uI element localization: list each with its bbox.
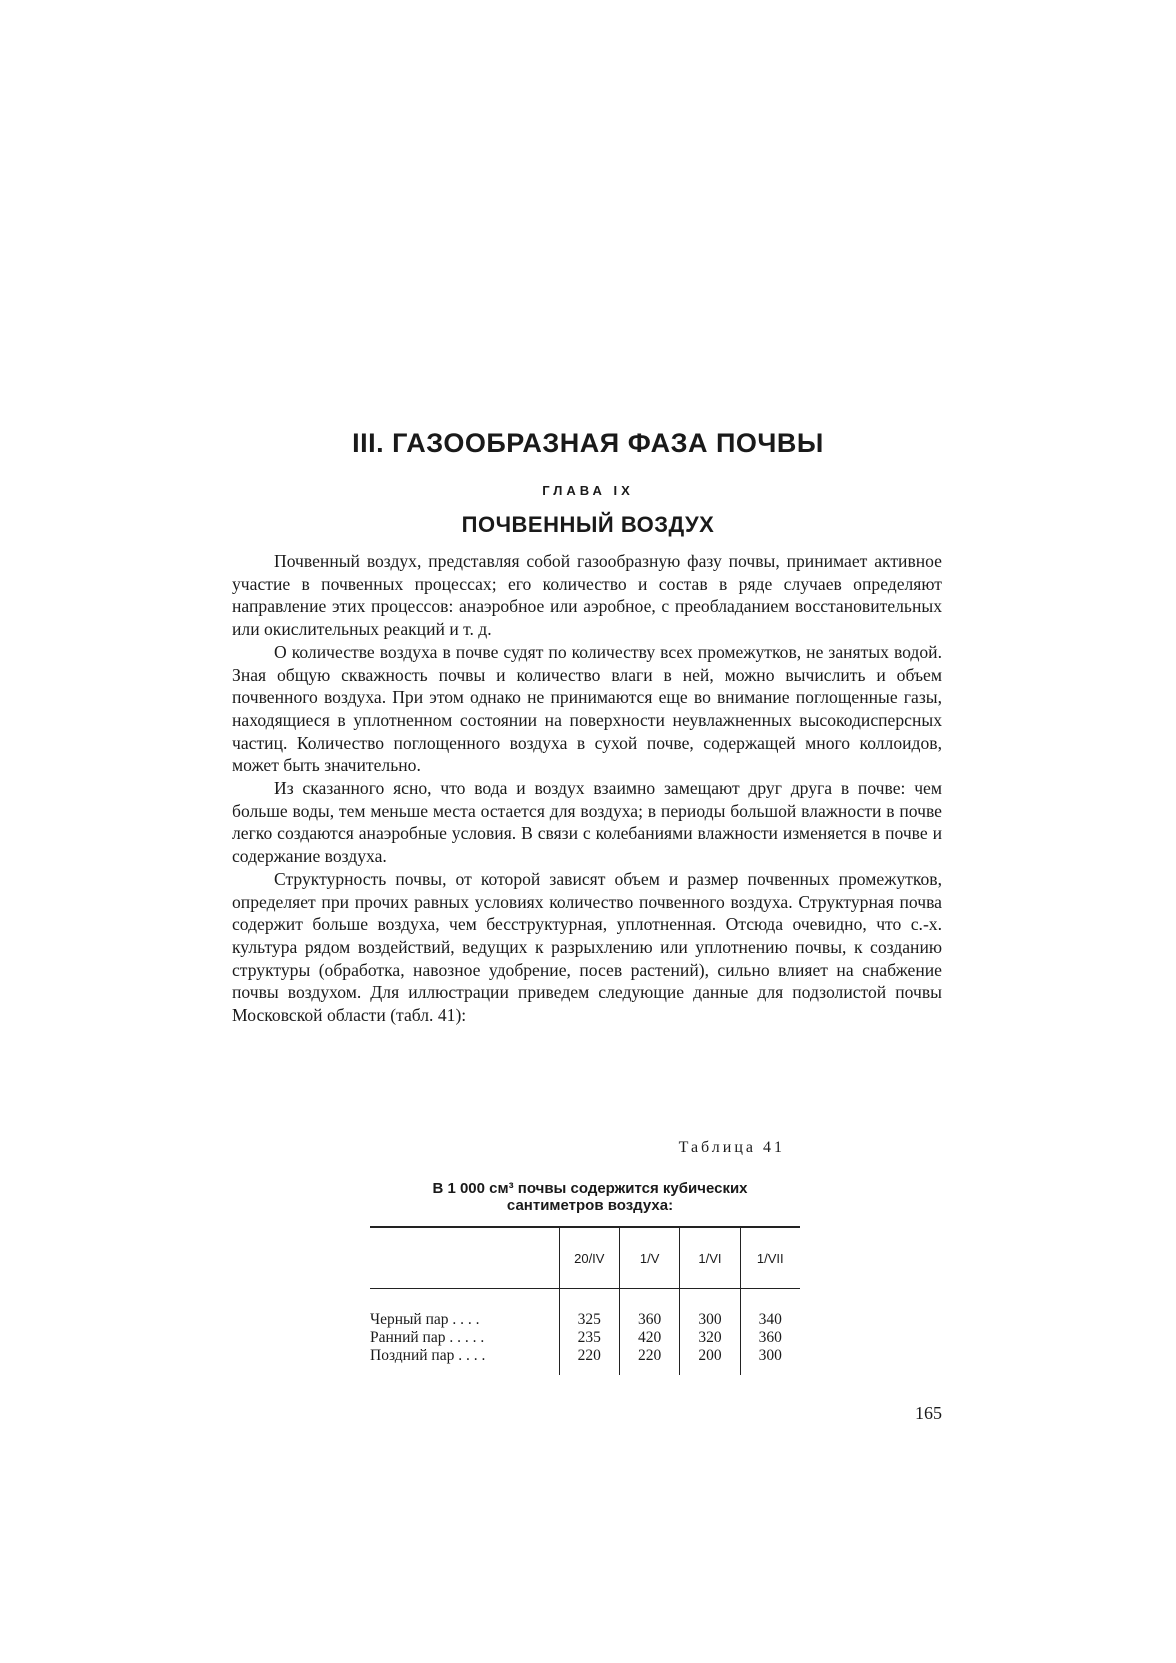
body-text <box>232 550 942 1027</box>
table-cell: 300 <box>680 1311 740 1329</box>
table-cell: 320 <box>680 1329 740 1347</box>
paragraph: Из сказанного ясно, что вода и воздух взаимно замещают друг друга в почве: чем больше воды, тем меньше места остается для воздуха; в периоды большой влажности в почве легко создаются анаэробные условия. В связи с колебаниями влажности изменяется в почве и содержание воздуха. <box>232 778 942 867</box>
part-title: III. ГАЗООБРАЗНАЯ ФАЗА ПОЧВЫ <box>352 428 824 458</box>
table-cell: 235 <box>559 1329 619 1347</box>
column-header: 1/VI <box>680 1227 740 1289</box>
table-row <box>370 1347 800 1375</box>
air-content-table <box>370 1226 800 1375</box>
table-cell: 220 <box>620 1347 680 1375</box>
row-label: Черный пар . . . . <box>370 1311 480 1328</box>
table-cell: 360 <box>740 1329 800 1347</box>
row-label: Поздний пар . . . . <box>370 1347 486 1364</box>
paragraph: О количестве воздуха в почве судят по количеству всех промежутков, не занятых водой. Зная общую скважность почвы и количество влаги в ней, можно вычислить и объем почвенного воздуха. При этом однако не принимаются еще во внимание поглощенные газы, находящиеся в уплотненном состоянии на поверхности неувлажненных высокодисперсных частиц. Количество поглощенного воздуха в сухой почве, содержащей много коллоидов, может быть значительно. <box>232 641 942 776</box>
column-header: 1/V <box>620 1227 680 1289</box>
table-cell: 340 <box>740 1311 800 1329</box>
table-stub-header <box>370 1227 559 1289</box>
table-cell: 360 <box>620 1311 680 1329</box>
table-caption-line: В 1 000 см³ почвы содержится кубических <box>432 1180 748 1197</box>
page-number: 165 <box>915 1403 942 1423</box>
chapter-title: ПОЧВЕННЫЙ ВОЗДУХ <box>461 512 715 537</box>
column-header: 1/VII <box>740 1227 800 1289</box>
column-header: 20/IV <box>559 1227 619 1289</box>
table-cell: 220 <box>559 1347 619 1375</box>
paragraph: Структурность почвы, от которой зависят объем и размер почвенных промежутков, определяет при прочих равных условиях количество почвенного воздуха. Структурная почва содержит больше воздуха, чем бесструктурная, уплотненная. Отсюда очевидно, что с.-х. культура рядом воздействий, ведущих к разрыхлению или уплотнению почвы, к созданию структуры (обработка, навозное удобрение, посев растений), сильно влияет на снабжение почвы воздухом. Для иллюстрации приведем следующие данные для подзолистой почвы Московской области (табл. 41): <box>232 868 942 1026</box>
table-cell: 325 <box>559 1311 619 1329</box>
row-label: Ранний пар . . . . . <box>370 1329 485 1346</box>
table-label: Таблица 41 <box>678 1139 785 1156</box>
table-spacer-row <box>370 1289 800 1312</box>
table-header-row <box>370 1227 800 1289</box>
table-row <box>370 1329 800 1347</box>
table-cell: 420 <box>620 1329 680 1347</box>
chapter-label: ГЛАВА IX <box>542 483 634 498</box>
table-caption <box>340 1180 840 1214</box>
table-cell: 300 <box>740 1347 800 1375</box>
table-row <box>370 1311 800 1329</box>
table-cell: 200 <box>680 1347 740 1375</box>
paragraph: Почвенный воздух, представляя собой газообразную фазу почвы, принимает активное участие в почвенных процессах; его количество и состав в ряде случаев определяют направление этих процессов: анаэробное или аэробное, с преобладанием восстановительных или окислительных реакций и т. д. <box>232 551 942 640</box>
table-caption-line: сантиметров воздуха: <box>506 1197 674 1214</box>
